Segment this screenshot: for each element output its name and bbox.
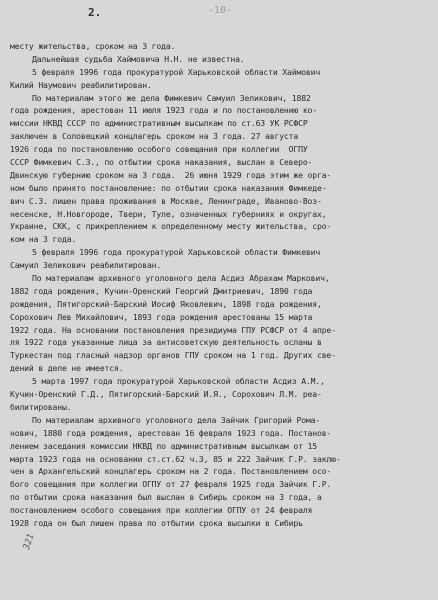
handwritten-margin-note: 321: [22, 532, 37, 552]
text-line: лением заседания комиссии НКВД по административным высылкам от 15: [10, 440, 317, 451]
text-line: СССР Фимкевич С.З., по отбытии срока наказания, выслан в Северо-: [10, 157, 313, 168]
text-line: бого совещания при коллегии ОГПУ от 27 февраля 1925 года Зайчик Г.Р.: [10, 479, 332, 490]
text-line: 5 февраля 1996 года прокуратурой Харьковской области Фимкевич: [32, 247, 321, 258]
page-number: 2.: [88, 6, 102, 19]
text-line: Сорохович Лев Михайлович, 1893 года рождения арестованы 15 марта: [10, 311, 313, 322]
text-line: нович, 1880 года рождения, арестован 16 февраля 1923 года. Постанов-: [10, 427, 332, 438]
text-line: ком на 3 года.: [10, 234, 77, 245]
text-line: рождения, Пятигорский-Барский Иосиф Яковлевич, 1898 года рождения,: [10, 298, 322, 309]
text-line: года рождения, арестован 11 июля 1923 года и по постановлению ко-: [10, 105, 317, 116]
text-line: билитированы.: [10, 401, 72, 412]
text-line: По материалам архивного уголовного дела Зайчик Григорий Рома-: [32, 414, 321, 425]
text-line: 5 февраля 1996 года прокуратурой Харьковской области Хаймович: [32, 66, 321, 77]
text-line: 1926 года по постановлению особого совещания при коллегии ОГПУ: [10, 144, 308, 155]
faint-stamp: -10-: [208, 5, 233, 16]
text-line: По материалам этого же дела Фимкевич Самуил Зеликович, 1882: [32, 92, 311, 103]
typewritten-body: [10, 40, 428, 530]
text-line: Кучин-Оренский Г.Д., Пятигорский-Барский И.Я., Сорохович Л.М. реа-: [10, 389, 322, 400]
text-line: дений в деле не имеется.: [10, 363, 124, 374]
text-line: заключен в Соловецкий концлагерь сроком на 3 года. 27 августа: [10, 131, 299, 142]
text-line: Украине, СКК, с прикреплением к определенному месту жительства, сро-: [10, 221, 332, 232]
text-line: 1928 года он был лишен права по отбытии срока высылки в Сибирь: [10, 517, 303, 528]
text-line: несенске, Н.Новгороде, Твери, Туле, означенных губерниях и округах,: [10, 208, 327, 219]
text-line: постановлением особого совещания при коллегии ОГПУ от 24 февраля: [10, 505, 313, 516]
text-line: месту жительства, сроком на 3 года.: [10, 41, 176, 51]
text-line: Килий Наумович реабилитирован.: [10, 79, 152, 90]
text-line: По материалам архивного уголовного дела Асдиз Абрахам Маркович,: [32, 273, 330, 284]
text-line: Дальнейшая судьба Хаймовича Н.Н. не известна.: [32, 53, 245, 64]
text-line: миссии НКВД СССР по административным высылкам по ст.63 УК РСФСР: [10, 118, 308, 129]
text-line: 1922 года. На основании постановления президиума ГПУ РСФСР от 4 апре-: [10, 324, 336, 335]
text-line: ном было принято постановление: по отбытии срока наказания Фимкеде-: [10, 182, 327, 193]
text-line: 1882 года рождения, Кучин-Оренский Георгий Дмитриевич, 1890 года: [10, 285, 313, 296]
text-line: Двинскую губернию сроком на 3 года. 26 июня 1929 года этим же орга-: [10, 169, 332, 180]
text-line: вич С.З. лишен права проживания в Москве, Ленинграде, Иваново-Воз-: [10, 195, 322, 206]
text-line: по отбытии срока наказания был выслан в Сибирь сроком на 3 года, а: [10, 492, 322, 503]
text-line: марта 1923 года на основании ст.ст.62 ч.3, 85 и 222 Зайчик Г.Р. заклю-: [10, 453, 341, 464]
text-line: Туркестан под гласный надзор органов ГПУ сроком на 1 год. Других све-: [10, 350, 336, 361]
text-line: 5 марта 1997 года прокуратурой Харьковской области Асдиз А.М.,: [32, 376, 325, 387]
text-line: Самуил Зеликович реабилитирован.: [10, 260, 162, 271]
text-line: чен в Архангельский концлагерь сроком на 2 года. Постановлением осо-: [10, 466, 332, 477]
text-line: ля 1922 года указанные лица за антисоветскую деятельность осланы в: [10, 337, 322, 348]
